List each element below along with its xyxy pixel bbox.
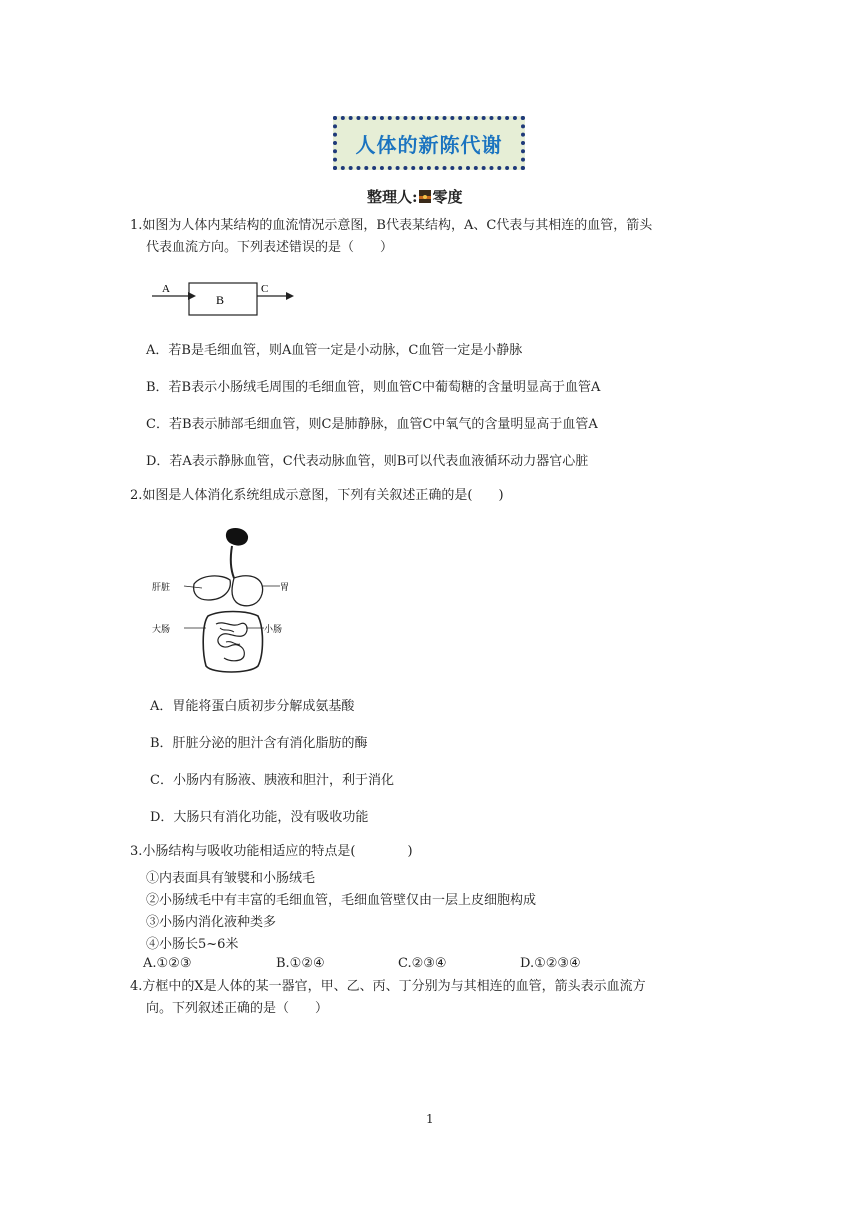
- q2-label-large-intestine: 大肠: [152, 625, 171, 635]
- author-line: [367, 186, 463, 207]
- q2-option-b: B．肝脏分泌的胆汁含有消化脂肪的酶: [150, 736, 368, 751]
- q2-option-d: D．大肠只有消化功能，没有吸收功能: [150, 810, 369, 825]
- q3-item-2: ②小肠绒毛中有丰富的毛细血管，毛细血管壁仅由一层上皮细胞构成: [146, 893, 537, 908]
- q2-option-c: C．小肠内有肠液、胰液和胆汁，利于消化: [150, 773, 394, 788]
- q2-label-stomach: 胃: [280, 583, 290, 593]
- q4-stem-line1: 4.方框中的X是人体的某一器官，甲、乙、丙、丁分别为与其相连的血管，箭头表示血流方: [130, 979, 646, 994]
- author-prefix: 整理人:: [367, 188, 418, 206]
- q2-label-small-intestine: 小肠: [264, 625, 283, 635]
- q2-label-liver: 肝脏: [152, 583, 171, 593]
- q3-option-d: D.①②③④: [520, 956, 581, 971]
- sunset-icon: [419, 190, 431, 203]
- q3-item-4: ④小肠长5~6米: [146, 937, 239, 952]
- q1-stem-line1: 1.如图为人体内某结构的血流情况示意图，B代表某结构，A、C代表与其相连的血管，箭头: [130, 218, 653, 233]
- q1-option-d: D．若A表示静脉血管，C代表动脉血管，则B可以代表血液循环动力器官心脏: [146, 454, 589, 469]
- q3-option-c: C.②③④: [398, 956, 447, 971]
- page-number: 1: [426, 1112, 434, 1126]
- title-box: [333, 116, 525, 170]
- author-name: 零度: [432, 188, 463, 206]
- q3-option-a: A.①②③: [143, 956, 192, 971]
- q1-option-a: A．若B是毛细血管，则A血管一定是小动脉，C血管一定是小静脉: [146, 343, 523, 358]
- q2-digestive-system-diagram: [150, 524, 300, 679]
- q2-stem: 2.如图是人体消化系统组成示意图，下列有关叙述正确的是( ): [130, 488, 504, 503]
- q1-stem-line2: 代表血流方向。下列表述错误的是（ ）: [146, 240, 394, 255]
- q1-option-b: B．若B表示小肠绒毛周围的毛细血管，则血管C中葡萄糖的含量明显高于血管A: [146, 380, 601, 395]
- q3-option-b: B.①②④: [276, 956, 325, 971]
- q1-label-c: C: [261, 283, 269, 295]
- q1-blood-flow-diagram: [150, 280, 300, 318]
- q1-label-b: B: [216, 293, 225, 307]
- q1-option-c: C．若B表示肺部毛细血管，则C是肺静脉，血管C中氧气的含量明显高于血管A: [146, 417, 598, 432]
- q1-label-a: A: [162, 283, 170, 295]
- q3-item-3: ③小肠内消化液种类多: [146, 915, 277, 930]
- q4-stem-line2: 向。下列叙述正确的是（ ）: [146, 1001, 329, 1016]
- page-title: 人体的新陈代谢: [355, 132, 503, 157]
- q3-stem: 3.小肠结构与吸收功能相适应的特点是( ): [130, 844, 413, 859]
- q2-option-a: A．胃能将蛋白质初步分解成氨基酸: [150, 699, 355, 714]
- q3-item-1: ①内表面具有皱襞和小肠绒毛: [146, 871, 316, 886]
